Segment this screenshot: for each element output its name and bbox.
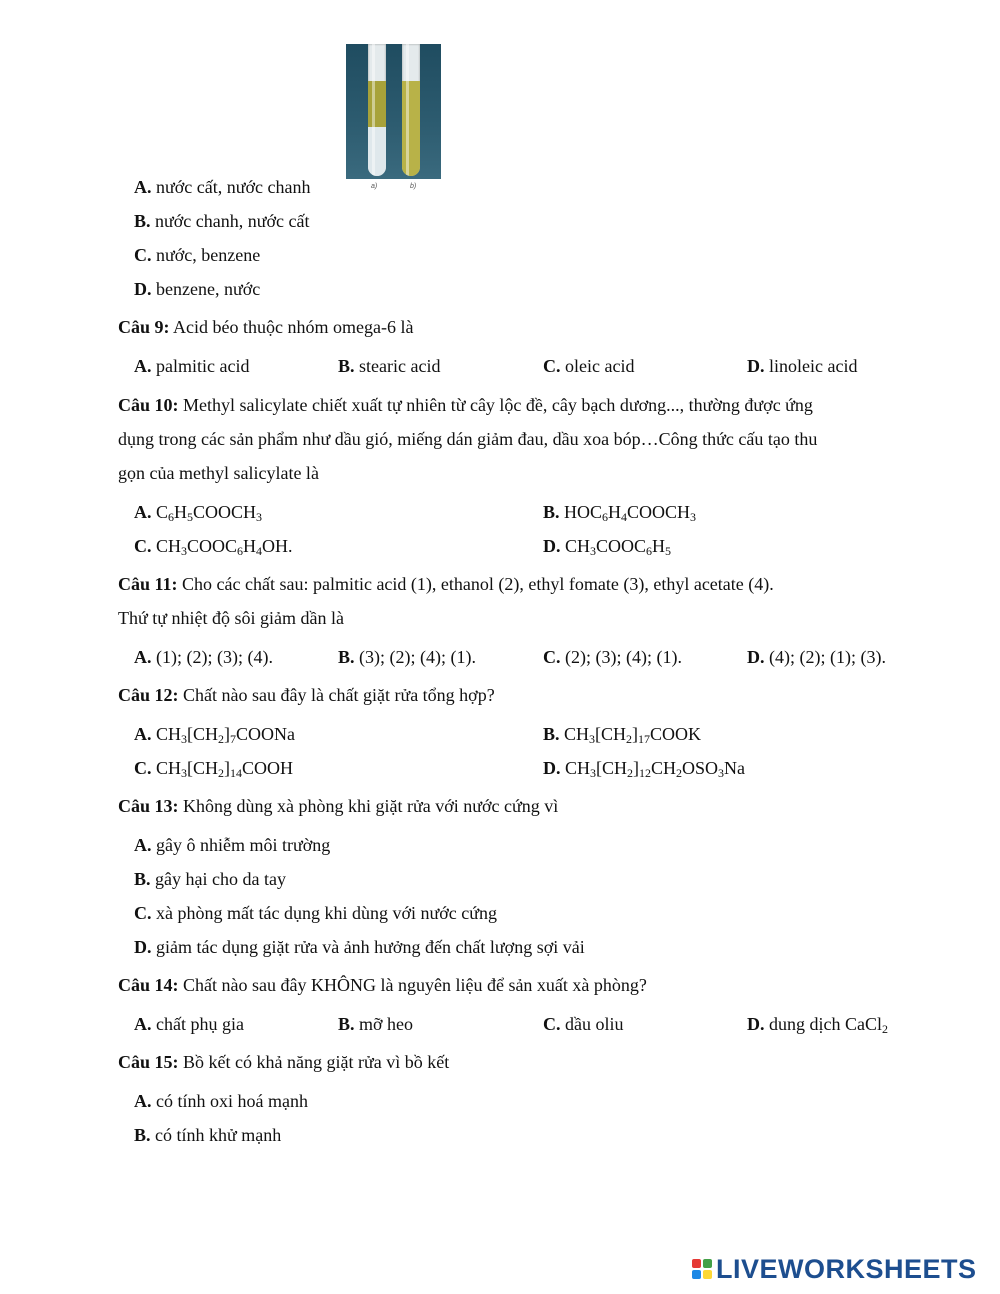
test-tubes-figure bbox=[346, 44, 441, 179]
q10-option-b[interactable]: B. $HOC_6H_4COOCH_3$ bbox=[543, 502, 697, 524]
q13-option-a[interactable]: A. gây ô nhiễm môi trường bbox=[134, 835, 331, 855]
tube-a-lower-layer bbox=[368, 127, 386, 176]
q11-stem-line2: Thứ tự nhiệt độ sôi giảm dần là bbox=[118, 608, 344, 628]
tube-b-liquid bbox=[402, 81, 420, 176]
q8-option-d[interactable]: D. benzene, nước bbox=[134, 279, 261, 299]
q9-stem: Câu 9: Acid béo thuộc nhóm omega-6 là bbox=[118, 317, 414, 337]
q10-option-d[interactable]: D. $CH_3COOC_6H_5$ bbox=[543, 536, 672, 558]
q15-stem: Câu 15: Bồ kết có khả năng giặt rửa vì bồ kết bbox=[118, 1052, 450, 1072]
q11-stem-line1: Câu 11: Cho các chất sau: palmitic acid (1), ethanol (2), ethyl fomate (3), ethyl acetate (4). bbox=[118, 574, 774, 594]
q11-option-a[interactable]: A. (1); (2); (3); (4). bbox=[134, 647, 273, 667]
q12-option-a[interactable]: A. $CH_3[CH_2]_7COONa$ bbox=[134, 724, 296, 746]
q8-option-a[interactable]: A. nước cất, nước chanh bbox=[134, 177, 311, 197]
test-tube-a bbox=[368, 44, 386, 176]
q9-option-d[interactable]: D. linoleic acid bbox=[747, 356, 858, 376]
q14-option-d[interactable]: D. dung dịch CaCl$_2$ bbox=[747, 1014, 888, 1036]
figure-label-b: b) bbox=[410, 183, 417, 190]
q15-option-a[interactable]: A. có tính oxi hoá mạnh bbox=[134, 1091, 308, 1111]
tube-a-upper-layer bbox=[368, 81, 386, 127]
q15-option-b[interactable]: B. có tính khử mạnh bbox=[134, 1125, 282, 1145]
q12-stem: Câu 12: Chất nào sau đây là chất giặt rửa tổng hợp? bbox=[118, 685, 495, 705]
q11-option-b[interactable]: B. (3); (2); (4); (1). bbox=[338, 647, 476, 667]
q11-option-c[interactable]: C. (2); (3); (4); (1). bbox=[543, 647, 682, 667]
q10-option-a[interactable]: A. $C_6H_5COOCH_3$ bbox=[134, 502, 263, 524]
q10-stem-line1: Câu 10: Methyl salicylate chiết xuất tự nhiên từ cây lộc đề, cây bạch dương..., thường được ứng bbox=[118, 395, 813, 415]
q12-option-b[interactable]: B. $CH_3[CH_2]_{17}COOK$ bbox=[543, 724, 702, 746]
liveworksheets-logo-text: LIVEWORKSHEETS bbox=[716, 1253, 977, 1284]
q14-option-a[interactable]: A. chất phụ gia bbox=[134, 1014, 244, 1034]
figure-label-a: a) bbox=[371, 183, 378, 190]
q9-option-b[interactable]: B. stearic acid bbox=[338, 356, 441, 376]
liveworksheets-logo[interactable] bbox=[692, 1254, 977, 1284]
q10-stem-line3: gọn của methyl salicylate là bbox=[118, 463, 319, 483]
test-tube-b bbox=[402, 44, 420, 176]
q8-option-c[interactable]: C. nước, benzene bbox=[134, 245, 261, 265]
q14-stem: Câu 14: Chất nào sau đây KHÔNG là nguyên liệu để sản xuất xà phòng? bbox=[118, 975, 647, 995]
q12-option-d[interactable]: D. $CH_3[CH_2]_{12}CH_2OSO_3Na$ bbox=[543, 758, 746, 780]
q14-option-c[interactable]: C. dầu oliu bbox=[543, 1014, 624, 1034]
q13-option-c[interactable]: C. xà phòng mất tác dụng khi dùng với nước cứng bbox=[134, 903, 497, 923]
q10-stem-line2: dụng trong các sản phẩm như dầu gió, miếng dán giảm đau, dầu xoa bóp…Công thức cấu tạo thu bbox=[118, 429, 818, 449]
q10-option-c[interactable]: C. $CH_3COOC_6H_4OH$. bbox=[134, 536, 293, 558]
q13-option-b[interactable]: B. gây hại cho da tay bbox=[134, 869, 286, 889]
q13-option-d[interactable]: D. giảm tác dụng giặt rửa và ảnh hưởng đến chất lượng sợi vải bbox=[134, 937, 585, 957]
q8-option-b[interactable]: B. nước chanh, nước cất bbox=[134, 211, 310, 231]
q12-option-c[interactable]: C. $CH_3[CH_2]_{14}COOH$ bbox=[134, 758, 294, 780]
liveworksheets-logo-icon bbox=[692, 1259, 712, 1279]
q14-option-b[interactable]: B. mỡ heo bbox=[338, 1014, 414, 1034]
q9-option-a[interactable]: A. palmitic acid bbox=[134, 356, 250, 376]
q9-option-c[interactable]: C. oleic acid bbox=[543, 356, 635, 376]
q11-option-d[interactable]: D. (4); (2); (1); (3). bbox=[747, 647, 886, 667]
q13-stem: Câu 13: Không dùng xà phòng khi giặt rửa với nước cứng vì bbox=[118, 796, 559, 816]
